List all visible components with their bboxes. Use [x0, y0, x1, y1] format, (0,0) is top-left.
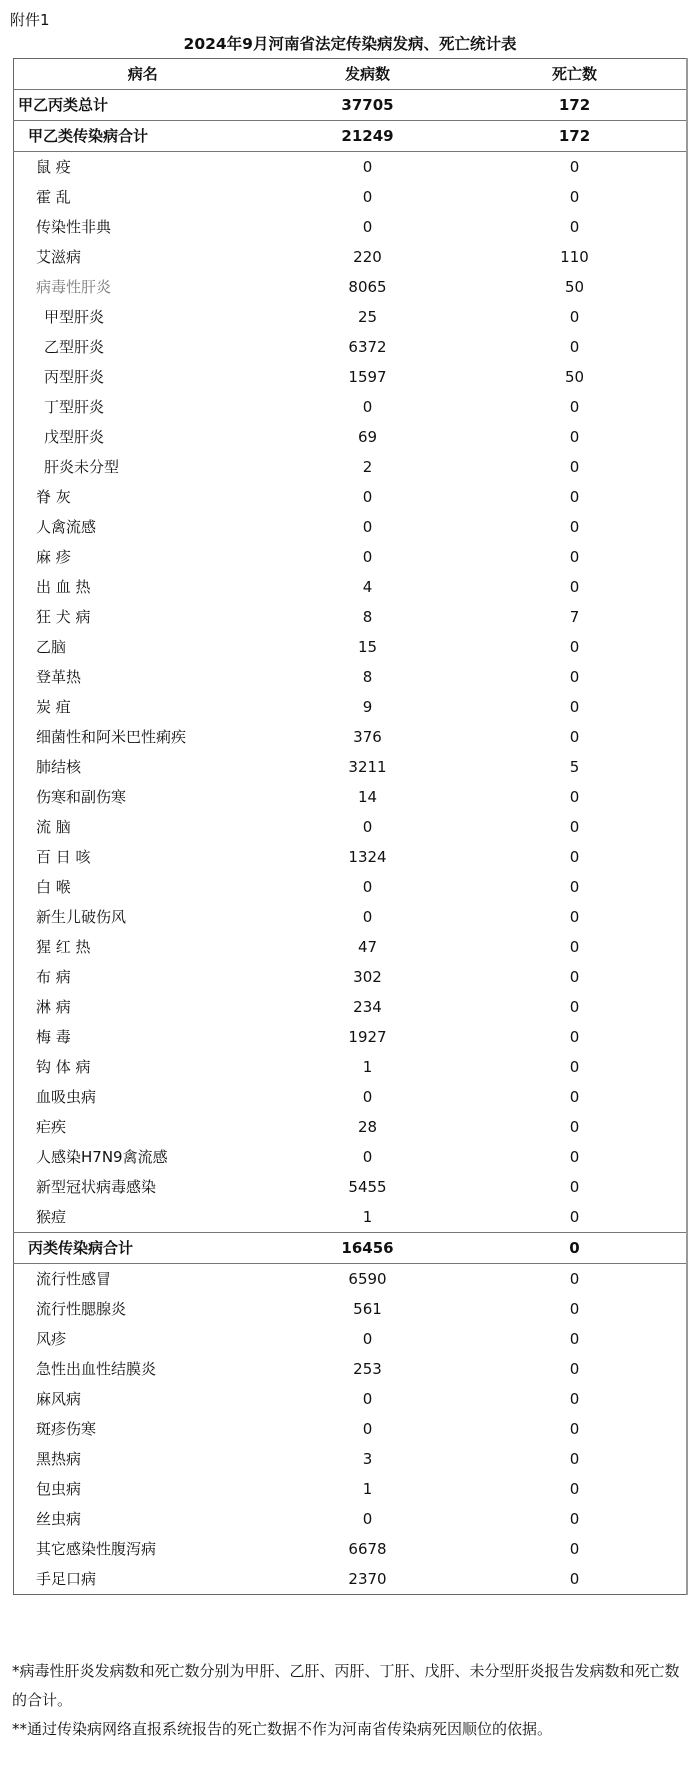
- cases-cell: 47: [357, 938, 378, 956]
- attachment-label: 附件1: [10, 11, 50, 29]
- disease-name-cell: 人禽流感: [36, 518, 97, 536]
- disease-name-cell: 出 血 热: [36, 578, 91, 596]
- table-row: [14, 1022, 687, 1052]
- deaths-cell: 0: [569, 1360, 580, 1378]
- deaths-cell: 5: [569, 758, 580, 776]
- cases-cell: 21249: [272, 121, 464, 152]
- disease-name-cell: 人感染H7N9禽流感: [36, 1148, 168, 1166]
- page-title: 2024年9月河南省法定传染病发病、死亡统计表: [183, 35, 517, 53]
- deaths-cell: 0: [569, 188, 580, 206]
- table-row: [14, 1354, 687, 1384]
- table-row: [14, 362, 687, 392]
- table-row: [14, 1264, 687, 1295]
- deaths-cell: 0: [569, 968, 580, 986]
- column-header-cases: 发病数: [272, 59, 464, 90]
- table-row: [14, 272, 687, 302]
- cases-cell: 0: [362, 1420, 373, 1438]
- cases-cell: 0: [362, 818, 373, 836]
- table-row: [14, 422, 687, 452]
- deaths-cell: 0: [569, 338, 580, 356]
- table-row: [14, 1202, 687, 1233]
- cases-cell: 8: [362, 668, 373, 686]
- deaths-cell: 0: [569, 1148, 580, 1166]
- cases-cell: 376: [353, 728, 382, 746]
- deaths-cell: 0: [569, 818, 580, 836]
- deaths-cell: 0: [569, 1058, 580, 1076]
- cases-cell: 0: [362, 218, 373, 236]
- deaths-cell: 0: [569, 1390, 580, 1408]
- disease-name-cell: 病毒性肝炎: [36, 278, 112, 296]
- table-row: [14, 1414, 687, 1444]
- deaths-cell: 0: [569, 998, 580, 1016]
- disease-name-cell: 流行性感冒: [36, 1270, 112, 1288]
- table-row: [14, 1294, 687, 1324]
- disease-name-cell: 肺结核: [36, 758, 82, 776]
- disease-name-cell: 淋 病: [36, 998, 71, 1016]
- table-row: [14, 1112, 687, 1142]
- table-row: [14, 152, 687, 183]
- disease-name-cell: 伤寒和副伤寒: [36, 788, 127, 806]
- deaths-cell: 0: [569, 1510, 580, 1528]
- disease-name-cell: 梅 毒: [36, 1028, 71, 1046]
- table-row: [14, 632, 687, 662]
- table-row: [14, 1082, 687, 1112]
- table-row: [14, 1142, 687, 1172]
- table-row: [14, 392, 687, 422]
- disease-name-cell: 手足口病: [36, 1570, 97, 1588]
- table-row: [14, 1444, 687, 1474]
- disease-name-cell: 戊型肝炎: [44, 428, 105, 446]
- deaths-cell: 0: [569, 1178, 580, 1196]
- table-subtotal-row: [14, 121, 687, 152]
- disease-name-cell: 霍 乱: [36, 188, 71, 206]
- deaths-cell: 0: [569, 878, 580, 896]
- cases-cell: 0: [362, 1390, 373, 1408]
- deaths-cell: 0: [569, 1088, 580, 1106]
- disease-name-cell: 乙脑: [36, 638, 67, 656]
- cases-cell: 0: [362, 398, 373, 416]
- cases-cell: 6590: [348, 1270, 387, 1288]
- disease-name-cell: 血吸虫病: [36, 1088, 97, 1106]
- table-row: [14, 182, 687, 212]
- table-row: [14, 992, 687, 1022]
- disease-name-cell: 甲型肝炎: [44, 308, 105, 326]
- disease-name-cell: 麻 疹: [36, 548, 71, 566]
- table-row: [14, 1504, 687, 1534]
- disease-name-cell: 乙型肝炎: [44, 338, 105, 356]
- table-row: [14, 1384, 687, 1414]
- deaths-cell: 50: [564, 278, 585, 296]
- cases-cell: 0: [362, 488, 373, 506]
- disease-name-cell: 新生儿破伤风: [36, 908, 127, 926]
- table-row: [14, 1564, 687, 1595]
- table-row: [14, 812, 687, 842]
- deaths-cell: 50: [564, 368, 585, 386]
- cases-cell: 0: [362, 548, 373, 566]
- cases-cell: 6372: [348, 338, 387, 356]
- cases-cell: 69: [357, 428, 378, 446]
- table-row: [14, 1324, 687, 1354]
- cases-cell: 37705: [272, 90, 464, 121]
- deaths-cell: 0: [569, 1420, 580, 1438]
- table-row: [14, 542, 687, 572]
- disease-name-cell: 新型冠状病毒感染: [36, 1178, 157, 1196]
- cases-cell: 302: [353, 968, 382, 986]
- cases-cell: 2370: [348, 1570, 387, 1588]
- disease-name-cell: 甲乙类传染病合计: [14, 121, 272, 152]
- cases-cell: 561: [353, 1300, 382, 1318]
- deaths-cell: 0: [464, 1233, 687, 1264]
- cases-cell: 1927: [348, 1028, 387, 1046]
- deaths-cell: 0: [569, 488, 580, 506]
- disease-name-cell: 风疹: [36, 1330, 67, 1348]
- table-row: [14, 482, 687, 512]
- cases-cell: 15: [357, 638, 378, 656]
- disease-name-cell: 狂 犬 病: [36, 608, 91, 626]
- deaths-cell: 0: [569, 1028, 580, 1046]
- table-row: [14, 872, 687, 902]
- deaths-cell: 0: [569, 1118, 580, 1136]
- cases-cell: 0: [362, 1088, 373, 1106]
- disease-name-cell: 钩 体 病: [36, 1058, 91, 1076]
- disease-name-cell: 黑热病: [36, 1450, 82, 1468]
- cases-cell: 28: [357, 1118, 378, 1136]
- table-row: [14, 212, 687, 242]
- disease-name-cell: 炭 疽: [36, 698, 71, 716]
- cases-cell: 2: [362, 458, 373, 476]
- table-row: [14, 842, 687, 872]
- table-row: [14, 662, 687, 692]
- deaths-cell: 0: [569, 938, 580, 956]
- cases-cell: 1: [362, 1480, 373, 1498]
- table-row: [14, 452, 687, 482]
- disease-name-cell: 登革热: [36, 668, 82, 686]
- table-row: [14, 512, 687, 542]
- cases-cell: 1324: [348, 848, 387, 866]
- statistics-table: [13, 58, 688, 1595]
- cases-cell: 14: [357, 788, 378, 806]
- footnote-death-data: **通过传染病网络直报系统报告的死亡数据不作为河南省传染病死因顺位的依据。: [12, 1720, 553, 1738]
- cases-cell: 220: [353, 248, 382, 266]
- cases-cell: 1597: [348, 368, 387, 386]
- table-row: [14, 602, 687, 632]
- disease-name-cell: 疟疾: [36, 1118, 67, 1136]
- disease-name-cell: 猴痘: [14, 1202, 272, 1233]
- cases-cell: 8065: [348, 278, 387, 296]
- deaths-cell: 0: [569, 1330, 580, 1348]
- cases-cell: 6678: [348, 1540, 387, 1558]
- disease-name-cell: 丙型肝炎: [44, 368, 105, 386]
- disease-name-cell: 肝炎未分型: [44, 458, 120, 476]
- cases-cell: 0: [362, 908, 373, 926]
- disease-name-cell: 丁型肝炎: [44, 398, 105, 416]
- disease-name-cell: 传染性非典: [36, 218, 112, 236]
- deaths-cell: 0: [569, 398, 580, 416]
- disease-name-cell: 急性出血性结膜炎: [36, 1360, 157, 1378]
- deaths-cell: 7: [569, 608, 580, 626]
- deaths-cell: 0: [569, 158, 580, 176]
- cases-cell: 0: [362, 158, 373, 176]
- deaths-cell: 0: [569, 698, 580, 716]
- deaths-cell: 0: [569, 1270, 580, 1288]
- table-row: [14, 752, 687, 782]
- cases-cell: 253: [353, 1360, 382, 1378]
- deaths-cell: 0: [569, 218, 580, 236]
- deaths-cell: 0: [569, 308, 580, 326]
- table-subtotal-row: [14, 90, 687, 121]
- deaths-cell: 0: [569, 1480, 580, 1498]
- disease-name-cell: 流行性腮腺炎: [36, 1300, 127, 1318]
- deaths-cell: 0: [569, 728, 580, 746]
- table-row: [14, 1474, 687, 1504]
- table-body: [14, 90, 687, 1595]
- disease-name-cell: 猩 红 热: [36, 938, 91, 956]
- disease-name-cell: 其它感染性腹泻病: [36, 1540, 157, 1558]
- cases-cell: 0: [362, 878, 373, 896]
- table-header-row: [14, 59, 687, 90]
- deaths-cell: 0: [569, 638, 580, 656]
- cases-cell: 0: [362, 188, 373, 206]
- cases-cell: 1: [272, 1202, 464, 1233]
- disease-name-cell: 麻风病: [36, 1390, 82, 1408]
- deaths-cell: 110: [560, 248, 589, 266]
- disease-name-cell: 丙类传染病合计: [14, 1233, 272, 1264]
- disease-name-cell: 鼠 疫: [36, 158, 71, 176]
- deaths-cell: 0: [569, 518, 580, 536]
- cases-cell: 3: [362, 1450, 373, 1468]
- disease-name-cell: 包虫病: [36, 1480, 82, 1498]
- deaths-cell: 0: [464, 1202, 687, 1233]
- deaths-cell: 0: [569, 548, 580, 566]
- table-row: [14, 722, 687, 752]
- deaths-cell: 0: [569, 1450, 580, 1468]
- table-row: [14, 692, 687, 722]
- column-header-disease: 病名: [14, 59, 272, 90]
- disease-name-cell: 脊 灰: [36, 488, 71, 506]
- cases-cell: 3211: [348, 758, 387, 776]
- table-row: [14, 1052, 687, 1082]
- cases-cell: 8: [362, 608, 373, 626]
- table-row: [14, 572, 687, 602]
- cases-cell: 0: [362, 1148, 373, 1166]
- cases-cell: 0: [362, 1510, 373, 1528]
- cases-cell: 25: [357, 308, 378, 326]
- disease-name-cell: 斑疹伤寒: [36, 1420, 97, 1438]
- deaths-cell: 0: [569, 1540, 580, 1558]
- cases-cell: 16456: [272, 1233, 464, 1264]
- deaths-cell: 0: [569, 1570, 580, 1588]
- footnotes: [12, 1657, 692, 1744]
- disease-name-cell: 丝虫病: [36, 1510, 82, 1528]
- deaths-cell: 172: [464, 121, 687, 152]
- deaths-cell: 0: [569, 1300, 580, 1318]
- disease-name-cell: 白 喉: [36, 878, 71, 896]
- cases-cell: 0: [362, 518, 373, 536]
- cases-cell: 5455: [348, 1178, 387, 1196]
- table-row: [14, 1534, 687, 1564]
- cases-cell: 0: [362, 1330, 373, 1348]
- table-row: [14, 962, 687, 992]
- deaths-cell: 0: [569, 428, 580, 446]
- table-row: [14, 1172, 687, 1202]
- disease-name-cell: 流 脑: [36, 818, 71, 836]
- deaths-cell: 0: [569, 458, 580, 476]
- table-row: [14, 242, 687, 272]
- disease-name-cell: 百 日 咳: [36, 848, 91, 866]
- disease-name-cell: 甲乙丙类总计: [14, 90, 272, 121]
- deaths-cell: 0: [569, 908, 580, 926]
- deaths-cell: 0: [569, 788, 580, 806]
- cases-cell: 9: [362, 698, 373, 716]
- cases-cell: 1: [362, 1058, 373, 1076]
- disease-name-cell: 布 病: [36, 968, 71, 986]
- table-row: [14, 902, 687, 932]
- table-subtotal-row: [14, 1233, 687, 1264]
- deaths-cell: 172: [464, 90, 687, 121]
- cases-cell: 4: [362, 578, 373, 596]
- table-row: [14, 302, 687, 332]
- disease-name-cell: 艾滋病: [36, 248, 82, 266]
- cases-cell: 234: [353, 998, 382, 1016]
- disease-name-cell: 细菌性和阿米巴性痢疾: [36, 728, 187, 746]
- column-header-deaths: 死亡数: [464, 59, 687, 90]
- table-row: [14, 782, 687, 812]
- footnote-hepatitis: *病毒性肝炎发病数和死亡数分别为甲肝、乙肝、丙肝、丁肝、戊肝、未分型肝炎报告发病数和死亡数的合计。: [12, 1662, 680, 1709]
- deaths-cell: 0: [569, 578, 580, 596]
- table-row: [14, 332, 687, 362]
- deaths-cell: 0: [569, 848, 580, 866]
- deaths-cell: 0: [569, 668, 580, 686]
- table-row: [14, 932, 687, 962]
